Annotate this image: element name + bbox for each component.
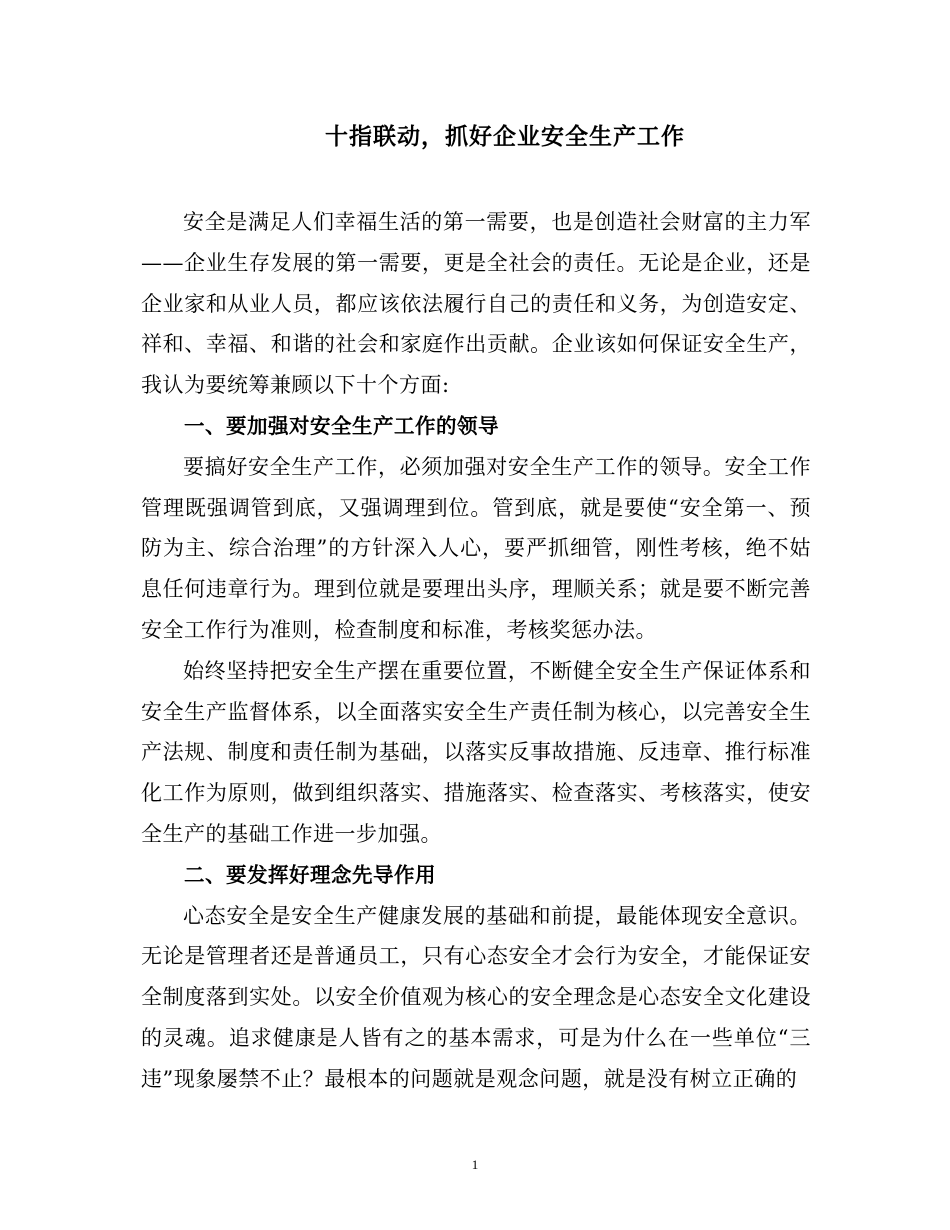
- document-title: 十指联动，抓好企业安全生产工作: [325, 124, 685, 150]
- section-2: [141, 855, 811, 1100]
- section-1: [141, 406, 811, 855]
- section-heading: 一、要加强对安全生产工作的领导: [184, 413, 500, 438]
- intro-paragraph: 安全是满足人们幸福生活的第一需要，也是创造社会财富的主力军——企业生存发展的第一需要，更是全社会的责任。无论是企业，还是企业家和从业人员，都应该依法履行自己的责任和义务，为创造安定、祥和、幸福、和谐的社会和家庭作出贡献。企业该如何保证安全生产，我认为要统筹兼顾以下十个方面:: [141, 210, 811, 398]
- section-paragraph: 要搞好安全生产工作，必须加强对安全生产工作的领导。安全工作管理既强调管到底，又强调理到位。管到底，就是要使“安全第一、预防为主、综合治理”的方针深入人心，要严抓细管，刚性考核，绝不姑息任何违章行为。理到位就是要理出头序，理顺关系；就是要不断完善安全工作行为准则，检查制度和标准，考核奖惩办法。: [141, 454, 811, 642]
- section-paragraph: 心态安全是安全生产健康发展的基础和前提，最能体现安全意识。无论是管理者还是普通员工，只有心态安全才会行为安全，才能保证安全制度落到实处。以安全价值观为核心的安全理念是心态安全文化建设的灵魂。追求健康是人皆有之的基本需求，可是为什么在一些单位“三违”现象屡禁不止？最根本的问题就是观念问题，就是没有树立正确的: [141, 903, 811, 1091]
- section-paragraph: 始终坚持把安全生产摆在重要位置，不断健全安全生产保证体系和安全生产监督体系，以全面落实安全生产责任制为核心，以完善安全生产法规、制度和责任制为基础，以落实反事故措施、反违章、推行标准化工作为原则，做到组织落实、措施落实、检查落实、考核落实，使安全生产的基础工作进一步加强。: [141, 658, 811, 846]
- page-number: 1: [471, 1157, 479, 1172]
- section-heading: 二、要发挥好理念先导作用: [184, 862, 437, 887]
- document-body: [141, 202, 811, 1100]
